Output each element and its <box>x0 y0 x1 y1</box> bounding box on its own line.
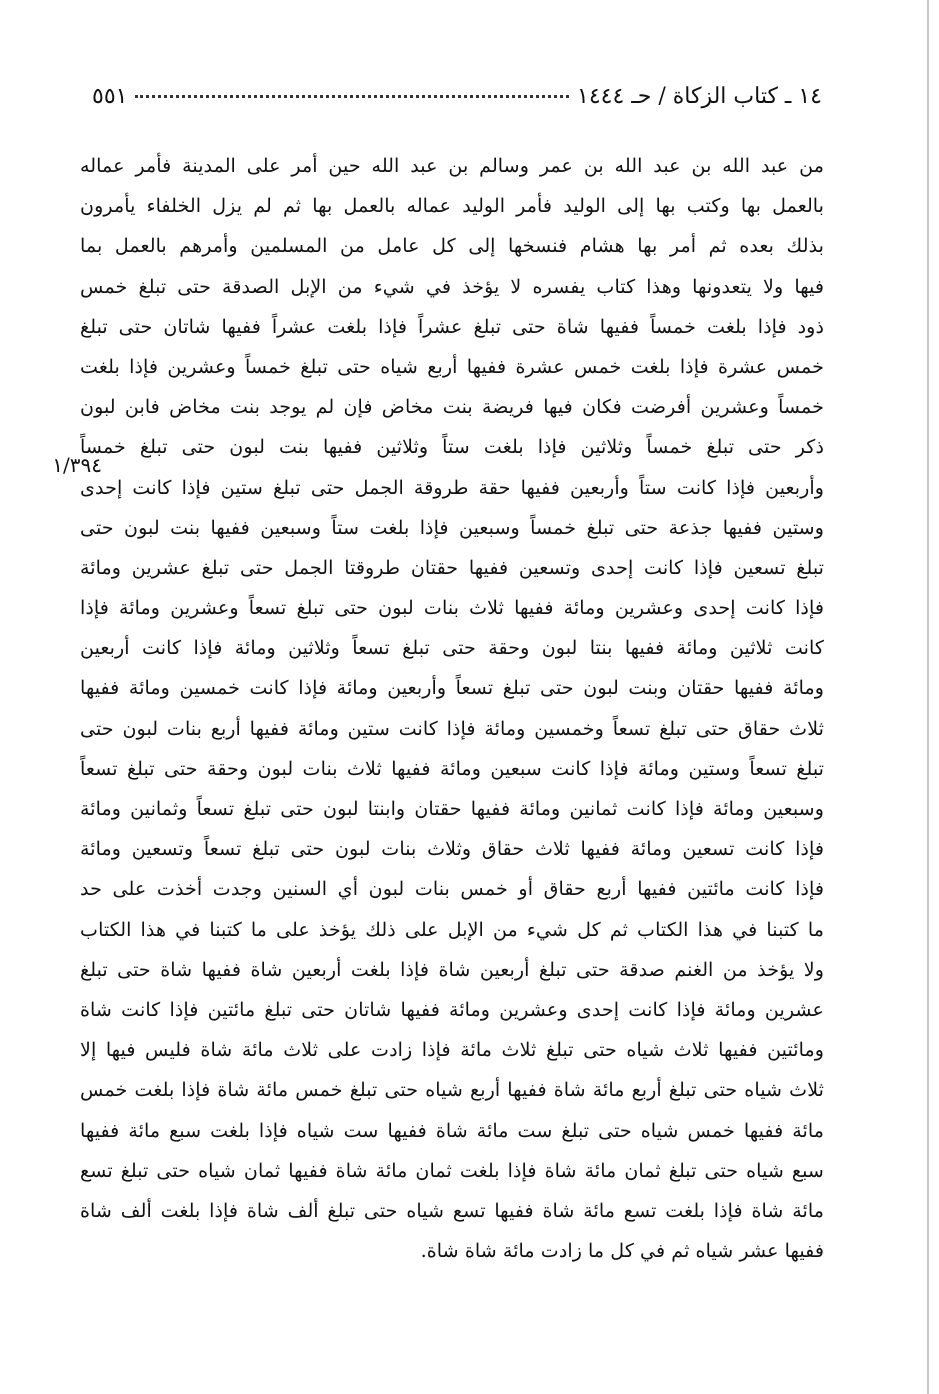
text-line: ثلاث حقاق حتى تبلغ تسعاً وخمسين ومائة فإذا كانت ستين ومائة ففيها أربع بنات لبون حتى <box>80 716 824 740</box>
text-line: فإذا كانت تسعين ومائة ففيها ثلاث حقاق وثلاث بنات لبون حتى تبلغ تسعاً وتسعين ومائة <box>80 837 824 861</box>
text-line: ذكر حتى تبلغ خمساً وثلاثين فإذا بلغت ستاً وثلاثين ففيها بنت لبون حتى تبلغ خمساً <box>80 435 824 459</box>
text-line: ففيها عشر شياه ثم في كل ما زادت مائة شاة شاة. <box>420 1239 824 1263</box>
text-line: وستين ففيها جذعة حتى تبلغ خمساً وسبعين فإذا بلغت ستاً وسبعين ففيها بنت لبون حتى <box>80 515 824 539</box>
text-line: ما كتبنا في هذا الكتاب ثم كل شيء من الإبل على ذلك يؤخذ على ما كتبنا في هذا الكتاب <box>80 917 824 941</box>
text-line: وسبعين ومائة فإذا كانت ثمانين ومائة ففيها حقتان وابنتا لبون حتى تبلغ تسعاً وثمانين ومائة <box>80 797 824 820</box>
text-line: ذود فإذا بلغت خمساً ففيها شاة حتى تبلغ عشراً فإذا بلغت عشراً ففيها شاتان حتى تبلغ <box>80 314 824 338</box>
running-title: ١٤ ـ كتاب الزكاة / حـ ١٤٤٤ <box>577 84 822 109</box>
text-line: كانت ثلاثين ومائة ففيها بنتا لبون وحقة حتى تبلغ تسعاً وثلاثين ومائة فإذا كانت أربعين <box>80 636 824 660</box>
body-text <box>80 146 824 1271</box>
text-line: تبلغ تسعين فإذا كانت إحدى وتسعين ففيها حقتان طروقتا الجمل حتى تبلغ عشرين ومائة <box>80 555 824 579</box>
text-line: بذلك بعده ثم أمر بها هشام فنسخها إلى كل عامل من المسلمين وأمرهم بالعمل بما <box>80 234 824 258</box>
text-line: بالعمل بها وكتب بها إلى الوليد فأمر الوليد عماله بالعمل بها ثم لم يزل الخلفاء يأمرون <box>80 194 824 218</box>
text-line: تبلغ تسعاً وستين ومائة فإذا كانت سبعين ومائة ففيها ثلاث بنات لبون وحقة حتى تبلغ تسعاً <box>80 756 824 780</box>
text-line: ولا يؤخذ من الغنم صدقة حتى تبلغ أربعين شاة فإذا بلغت أربعين شاة ففيها شاة حتى تبلغ <box>80 957 824 981</box>
text-line: مائة شاة فإذا بلغت تسع مائة شاة ففيها تسع شياه حتى تبلغ ألف شاة فإذا بلغت ألف شاة <box>80 1198 824 1222</box>
text-line: ثلاث شياه حتى تبلغ أربع مائة شاة ففيها أربع شياه حتى تبلغ خمس مائة شاة فإذا بلغت خمس <box>80 1078 824 1102</box>
text-line: ومائة ففيها حقتان وبنت لبون حتى تبلغ تسعاً وأربعين ومائة فإذا كانت خمسين ومائة ففيها <box>80 676 824 700</box>
text-line: خمساً وعشرين أفرضت فكان فيها فريضة بنت مخاض فإن لم يوجد بنت مخاض فابن لبون <box>80 395 824 419</box>
running-header <box>92 84 822 118</box>
text-line: فإذا كانت إحدى وعشرين ومائة ففيها ثلاث بنات لبون حتى تبلغ تسعاً وعشرين ومائة فإذا <box>80 596 824 620</box>
text-line: فإذا كانت مائتين ففيها أربع حقاق أو خمس بنات لبون أي السنين وجدت أخذت على حد <box>80 877 824 901</box>
text-line: سبع شياه حتى تبلغ ثمان مائة شاة فإذا بلغت ثمان مائة شاة ففيها ثمان شياه حتى تبلغ تسع <box>80 1158 824 1182</box>
text-line: عشرين ومائة فإذا كانت إحدى وعشرين ومائة ففيها شاتان حتى تبلغ مائتين فإذا كانت شاة <box>80 997 824 1021</box>
text-line: خمس عشرة فإذا بلغت خمس عشرة ففيها أربع شياه حتى تبلغ خمساً وعشرين فإذا بلغت <box>80 354 824 378</box>
page-edge-line <box>927 0 929 1394</box>
text-line: ومائتين ففيها ثلاث شياه حتى تبلغ ثلاث مائة فإذا زادت على ثلاث مائة شاة فليس فيها إلا <box>80 1038 824 1062</box>
text-line: وأربعين فإذا كانت ستاً وأربعين ففيها حقة طروقة الجمل حتى تبلغ ستين فإذا كانت إحدى <box>80 475 824 499</box>
text-line: من عبد الله بن عبد الله بن عمر وسالم بن عبد الله حين أمر على المدينة فأمر عماله <box>80 154 824 177</box>
leader-dots <box>135 95 569 98</box>
text-line: فيها ولا يتعدونها وهذا كتاب يفسره لا يؤخذ في شيء من الإبل الصدقة حتى تبلغ خمس <box>80 274 824 298</box>
text-line: مائة ففيها خمس شياه حتى تبلغ ست مائة شاة ففيها ست شياه فإذا بلغت سبع مائة ففيها <box>80 1118 824 1142</box>
page-number: ٥٥١ <box>92 84 128 109</box>
margin-reference: ١/٣٩٤ <box>52 453 102 477</box>
